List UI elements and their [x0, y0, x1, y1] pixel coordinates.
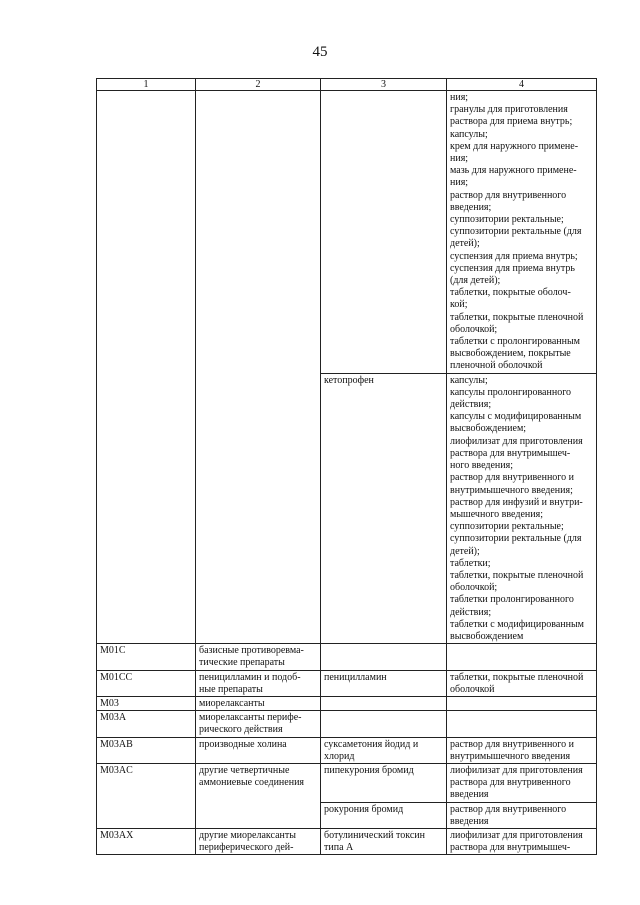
cell-line: таблетки пролонгированного: [450, 594, 574, 606]
atc-code-cell: [97, 91, 196, 644]
cell-line: ния;: [450, 153, 469, 165]
cell-line: миорелаксанты: [199, 697, 265, 709]
column-header: 4: [447, 79, 597, 91]
cell-line: крем для наружного примене-: [450, 140, 579, 152]
cell-line: детей);: [450, 545, 480, 557]
group-cell: [196, 91, 321, 644]
dosage-forms-cell: [447, 373, 597, 643]
table-header-row: [97, 79, 597, 91]
cell-line: ния;: [450, 92, 469, 103]
cell-line: миорелаксанты перифе-: [199, 712, 302, 724]
cell-line: суппозитории ректальные (для: [450, 226, 582, 238]
cell-line: другие миорелаксанты: [199, 829, 296, 841]
cell-line: таблетки с модифицированным: [450, 618, 585, 630]
cell-line: таблетки, покрытые пленочной: [450, 311, 584, 323]
drug-name-cell: пеницилламин: [321, 670, 447, 696]
atc-code-cell: M03AX: [97, 828, 196, 854]
cell-line: высвобождением: [450, 630, 524, 642]
cell-line: пленочной оболочкой: [450, 360, 543, 372]
atc-code-cell: M01C: [97, 644, 196, 670]
cell-line: ботулинический токсин: [324, 829, 426, 841]
atc-code-cell: M03AC: [97, 763, 196, 828]
cell-line: гранулы для приготовления: [450, 104, 568, 116]
atc-code-cell: M03: [97, 696, 196, 710]
cell-line: кой;: [450, 299, 468, 311]
column-header: 2: [196, 79, 321, 91]
dosage-forms-cell: [447, 802, 597, 828]
atc-code-cell: M03AB: [97, 737, 196, 763]
dosage-forms-cell: [447, 828, 597, 854]
cell-line: таблетки;: [450, 557, 491, 569]
drug-name-cell: [321, 802, 447, 828]
cell-line: оболочкой;: [450, 582, 498, 594]
cell-line: раствор для инфузий и внутри-: [450, 496, 583, 508]
dosage-forms-cell: [447, 763, 597, 802]
group-cell: [196, 644, 321, 670]
cell-line: суксаметония йодид и: [324, 738, 419, 750]
cell-line: введения: [450, 789, 489, 801]
group-cell: [196, 828, 321, 854]
cell-line: капсулы;: [450, 128, 488, 140]
cell-line: суппозитории ректальные;: [450, 521, 564, 533]
cell-line: ные препараты: [199, 683, 263, 695]
cell-line: внутримышечного введения;: [450, 484, 573, 496]
cell-line: раствора для внутривенного: [450, 777, 571, 789]
atc-code-cell: M03A: [97, 711, 196, 737]
cell-line: базисные противоревма-: [199, 645, 304, 657]
cell-line: суспензия для приема внутрь;: [450, 250, 578, 262]
cell-line: введения;: [450, 201, 492, 213]
group-cell: [196, 737, 321, 763]
cell-line: суппозитории ректальные (для: [450, 533, 582, 545]
cell-line: таблетки, покрытые пленочной: [450, 671, 584, 683]
cell-line: таблетки, покрытые оболоч-: [450, 287, 571, 299]
cell-line: внутримышечного введения: [450, 750, 571, 762]
drug-name-cell: кетопрофен: [321, 373, 447, 643]
cell-line: лиофилизат для приготовления: [450, 764, 583, 776]
table-row: [97, 644, 597, 670]
cell-line: другие четвертичные: [199, 764, 290, 776]
drug-name-cell: [321, 763, 447, 802]
cell-line: капсулы с модифицированным: [450, 411, 582, 423]
cell-line: капсулы;: [450, 374, 488, 386]
group-cell: [196, 670, 321, 696]
table-row: [97, 91, 597, 374]
cell-line: высвобождением, покрытые: [450, 348, 571, 360]
cell-line: мышечного введения;: [450, 508, 543, 520]
table-row: [97, 828, 597, 854]
atc-code-cell: M01CC: [97, 670, 196, 696]
drug-name-cell: [321, 828, 447, 854]
cell-line: таблетки с пролонгированным: [450, 336, 581, 348]
cell-line: лиофилизат для приготовления: [450, 829, 583, 841]
dosage-forms-cell: [447, 696, 597, 710]
cell-line: (для детей);: [450, 275, 501, 287]
cell-line: раствора для внутримышеч-: [450, 447, 571, 459]
cell-line: действия;: [450, 606, 492, 618]
cell-line: аммониевые соединения: [199, 777, 305, 789]
cell-line: пеницилламин и подоб-: [199, 671, 301, 683]
table-row: [97, 670, 597, 696]
column-header: 3: [321, 79, 447, 91]
cell-line: раствор для внутривенного и: [450, 472, 575, 484]
cell-line: раствор для внутривенного и: [450, 738, 575, 750]
column-header: 1: [97, 79, 196, 91]
cell-line: рического действия: [199, 724, 283, 736]
group-cell: [196, 763, 321, 828]
cell-line: ния;: [450, 177, 469, 189]
cell-line: раствор для внутривенного: [450, 803, 567, 815]
cell-line: рокурония бромид: [324, 803, 404, 815]
cell-line: суспензия для приема внутрь: [450, 262, 575, 274]
cell-line: типа А: [324, 842, 354, 854]
dosage-forms-cell: [447, 711, 597, 737]
drug-name-cell: [321, 711, 447, 737]
cell-line: суппозитории ректальные;: [450, 214, 564, 226]
dosage-forms-cell: [447, 737, 597, 763]
cell-line: лиофилизат для приготовления: [450, 435, 583, 447]
drug-name-cell: [321, 737, 447, 763]
dosage-forms-cell: [447, 644, 597, 670]
drug-name-cell: [321, 91, 447, 374]
group-cell: [196, 696, 321, 710]
cell-line: оболочкой: [450, 683, 495, 695]
group-cell: [196, 711, 321, 737]
cell-line: тические препараты: [199, 657, 285, 669]
cell-line: пипекурония бромид: [324, 764, 414, 776]
table-row: [97, 737, 597, 763]
cell-line: ного введения;: [450, 460, 514, 472]
cell-line: раствор для внутривенного: [450, 189, 567, 201]
dosage-forms-cell: [447, 91, 597, 374]
cell-line: действия;: [450, 399, 492, 411]
dosage-forms-cell: [447, 670, 597, 696]
drug-name-cell: [321, 644, 447, 670]
cell-line: периферического дей-: [199, 842, 294, 854]
cell-line: детей);: [450, 238, 480, 250]
table-row: [97, 711, 597, 737]
cell-line: раствора для приема внутрь;: [450, 116, 573, 128]
table-row: [97, 763, 597, 802]
table-row: [97, 696, 597, 710]
cell-line: высвобождением;: [450, 423, 527, 435]
cell-line: производные холина: [199, 738, 287, 750]
cell-line: введения: [450, 815, 489, 827]
cell-line: хлорид: [324, 750, 355, 762]
cell-line: капсулы пролонгированного: [450, 386, 572, 398]
drug-name-cell: [321, 696, 447, 710]
page-number: 45: [312, 44, 328, 60]
cell-line: раствора для внутримышеч-: [450, 842, 571, 854]
cell-line: оболочкой;: [450, 323, 498, 335]
drug-table: [96, 78, 597, 855]
cell-line: таблетки, покрытые пленочной: [450, 569, 584, 581]
cell-line: мазь для наружного примене-: [450, 165, 577, 177]
